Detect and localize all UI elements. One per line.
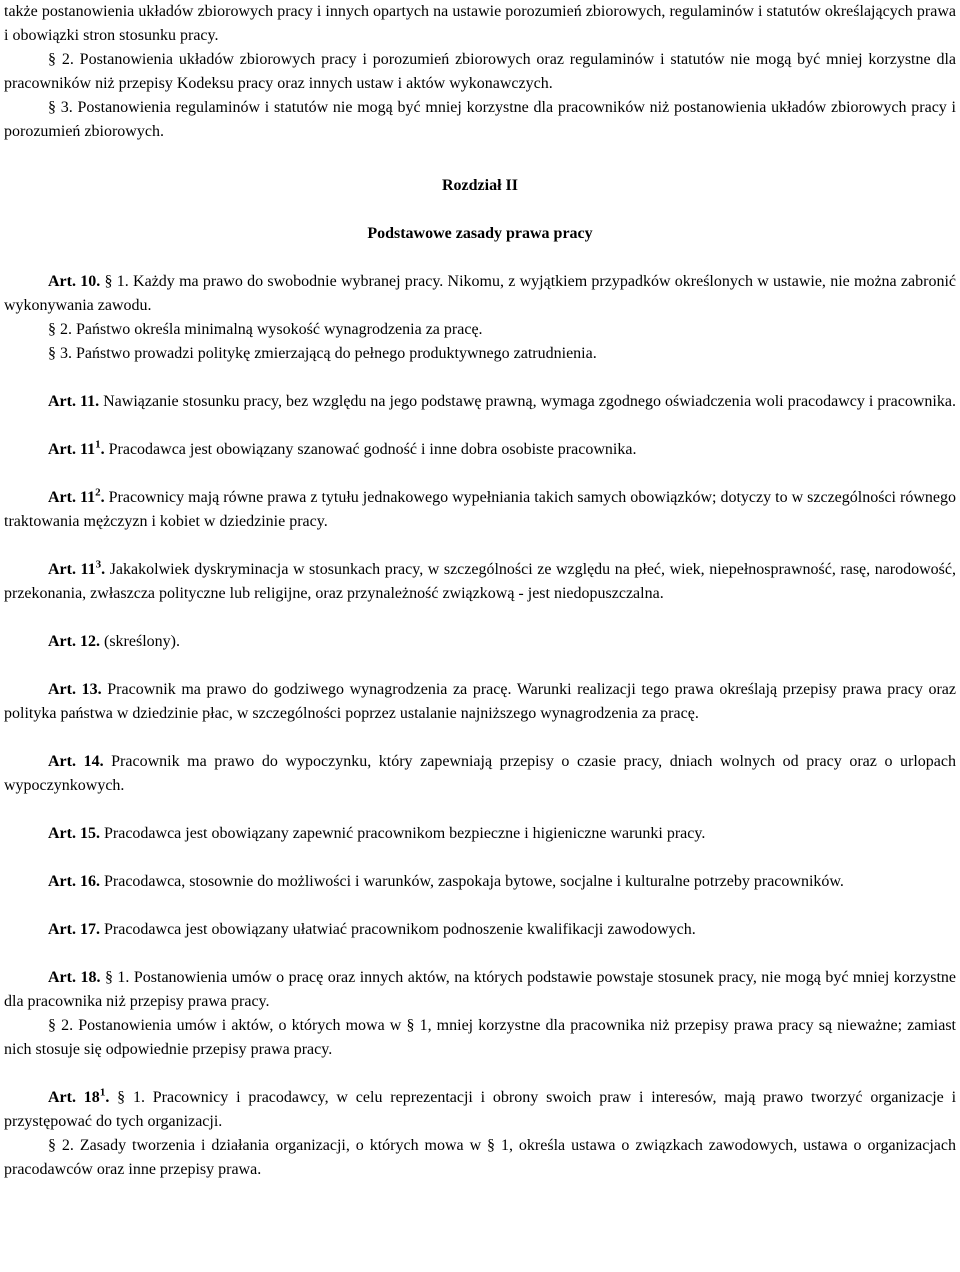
article-text: Pracodawca jest obowiązany zapewnić pracownikom bezpieczne i higieniczne warunki pracy. — [99, 825, 706, 842]
article-label: Art. 18 — [48, 1089, 100, 1106]
article-text: § 1. Każdy ma prawo do swobodnie wybranej pracy. Nikomu, z wyjątkiem przypadków określonych w ustawie, nie można zabronić wykonywania zawodu. — [4, 273, 957, 314]
article-superscript: 1 — [95, 438, 101, 451]
article-label-dot: . — [105, 1089, 110, 1106]
article-label: Art. 11 — [48, 561, 96, 578]
article-superscript: 3 — [95, 558, 102, 571]
article-label: Art. 15. — [48, 825, 100, 842]
article-label: Art. 12. — [48, 633, 100, 650]
art-16 — [4, 870, 956, 894]
article-label: Art. 11 — [48, 441, 96, 458]
art-10-para-2: § 2. Państwo określa minimalną wysokość wynagrodzenia za pracę. — [48, 321, 483, 338]
art-11-1 — [4, 438, 956, 462]
art-18-para-2: § 2. Postanowienia umów i aktów, o których mowa w § 1, mniej korzystne dla pracownika niż przepisy prawa pracy są nieważne; zamiast nich stosuje się odpowiednie przepisy prawa pracy. — [4, 1017, 956, 1058]
paragraph-intro-2: § 2. Postanowienia układów zbiorowych pracy i porozumień zbiorowych oraz regulaminów i statutów nie mogą być mniej korzystne dla pracowników niż przepisy Kodeksu pracy oraz innych ustaw i aktów wykonawczych. — [4, 51, 956, 92]
art-10-para-3: § 3. Państwo prowadzi politykę zmierzającą do pełnego produktywnego zatrudnienia. — [48, 345, 597, 362]
chapter-number: Rozdział II — [442, 177, 518, 194]
article-text: Jakakolwiek dyskryminacja w stosunkach pracy, w szczególności ze względu na płeć, wiek, niepełnosprawność, rasę, narodowość, przekonania, zwłaszcza polityczne lub religijne, oraz przynależność związkową - jest niedopuszczalna. — [4, 561, 957, 602]
art-18-para-1 — [4, 966, 956, 1014]
art-17 — [4, 918, 956, 942]
paragraph-intro-3: § 3. Postanowienia regulaminów i statutów nie mogą być mniej korzystne dla pracowników niż postanowienia układów zbiorowych pracy i porozumień zbiorowych. — [4, 99, 956, 140]
article-label: Art. 18. — [48, 969, 101, 986]
article-text: Pracownicy mają równe prawa z tytułu jednakowego wypełniania takich samych obowiązków; dotyczy to w szczególności równego traktowania mężczyzn i kobiet w dziedzinie pracy. — [4, 489, 956, 530]
article-label: Art. 14. — [48, 753, 104, 770]
art-13 — [4, 678, 956, 726]
article-text: Pracownik ma prawo do wypoczynku, który zapewniają przepisy o czasie pracy, dniach wolnych od pracy oraz o urlopach wypoczynkowych. — [4, 753, 957, 794]
article-label-dot: . — [101, 561, 106, 578]
art-18-1-para-1 — [4, 1086, 956, 1134]
art-10-para-1 — [4, 270, 956, 318]
article-label-dot: . — [100, 489, 105, 506]
art-18-1-para-2: § 2. Zasady tworzenia i działania organizacji, o których mowa w § 1, określa ustawa o związkach zawodowych, ustawa o organizacjach pracodawców oraz inne przepisy prawa. — [4, 1137, 956, 1178]
article-text: Nawiązanie stosunku pracy, bez względu na jego podstawę prawną, wymaga zgodnego oświadczenia woli pracodawcy i pracownika. — [99, 393, 956, 410]
article-text: Pracodawca jest obowiązany szanować godność i inne dobra osobiste pracownika. — [104, 441, 637, 458]
article-text: § 1. Postanowienia umów o pracę oraz innych aktów, na których podstawie powstaje stosunek pracy, nie mogą być mniej korzystne dla pracownika niż przepisy prawa pracy. — [4, 969, 957, 1010]
paragraph-intro-1: także postanowienia układów zbiorowych pracy i innych opartych na ustawie porozumień zbiorowych, regulaminów i statutów określających prawa i obowiązki stron stosunku pracy. — [4, 3, 956, 44]
article-label: Art. 11. — [48, 393, 100, 410]
article-text: Pracodawca jest obowiązany ułatwiać pracownikom podnoszenie kwalifikacji zawodowych. — [99, 921, 696, 938]
article-text: § 1. Pracownicy i pracodawcy, w celu reprezentacji i obrony swoich praw i interesów, mają prawo tworzyć organizacje i przystępować do tych organizacji. — [4, 1089, 957, 1130]
article-label: Art. 10. — [48, 273, 101, 290]
article-label: Art. 16. — [48, 873, 100, 890]
article-label-dot: . — [100, 441, 105, 458]
art-11-2 — [4, 486, 956, 534]
art-12 — [4, 630, 956, 654]
article-label: Art. 17. — [48, 921, 100, 938]
article-text: Pracodawca, stosownie do możliwości i warunków, zaspokaja bytowe, socjalne i kulturalne potrzeby pracowników. — [99, 873, 844, 890]
article-text: (skreślony). — [99, 633, 180, 650]
article-label: Art. 11 — [48, 489, 96, 506]
art-14 — [4, 750, 956, 798]
article-superscript: 2 — [95, 486, 101, 499]
article-superscript: 1 — [99, 1086, 106, 1099]
art-11 — [4, 390, 956, 414]
art-11-3 — [4, 558, 956, 606]
article-label: Art. 13. — [48, 681, 102, 698]
chapter-title: Podstawowe zasady prawa pracy — [367, 225, 593, 242]
art-15 — [4, 822, 956, 846]
article-text: Pracownik ma prawo do godziwego wynagrodzenia za pracę. Warunki realizacji tego prawa określają przepisy prawa pracy oraz polityka państwa w dziedzinie płac, w szczególności poprzez ustalanie najniższego wynagrodzenia za pracę. — [4, 681, 956, 722]
